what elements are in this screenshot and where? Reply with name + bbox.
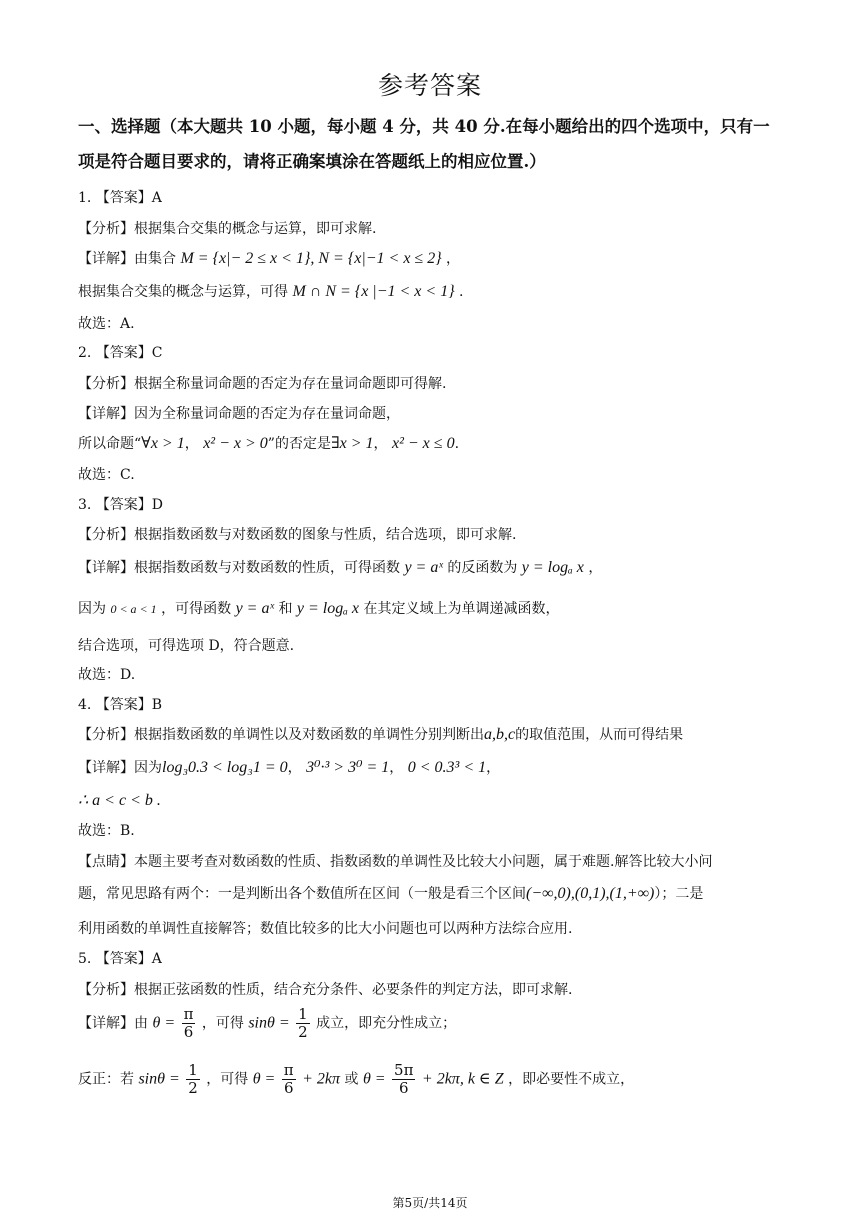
q5-text-a: 【详解】由 <box>78 1015 148 1032</box>
q4-conclusion-math: ∴ a < c < b . <box>78 792 161 809</box>
q5-fraction-1-den: 6 <box>183 1023 194 1041</box>
q5-conv-text-c: 或 <box>344 1071 359 1088</box>
q3-l2-text-c: 和 <box>278 601 293 617</box>
q2-detail: 【详解】因为全称量词命题的否定为存在量词命题， <box>78 406 400 422</box>
q5-conv-math-2: θ = <box>252 1070 276 1088</box>
q4-text-a: 【详解】因为 <box>78 760 162 776</box>
q1-detail-math: M = {x|− 2 ≤ x < 1}, N = {x|−1 < x ≤ 2} <box>180 250 442 267</box>
q2-choose: 故选：C. <box>78 467 135 483</box>
q3-detail-line-2 <box>78 598 790 618</box>
q5-fraction-2 <box>296 1006 310 1041</box>
q2-math-3: ∃x > 1 <box>330 435 374 452</box>
q5-conv-fraction-1 <box>186 1062 200 1097</box>
q2-analysis: 【分析】根据全称量词命题的否定为存在量词命题即可得解. <box>78 376 447 392</box>
q3-choose: 故选：D. <box>78 667 136 683</box>
q2-text-a: 所以命题“ <box>78 436 142 452</box>
q5-conv-math-5: + 2kπ, k ∈ Z <box>421 1070 504 1088</box>
q1-detail-end: ， <box>446 251 461 267</box>
q4-math-1: log₃0.3 < log₃1 = 0 <box>162 759 288 776</box>
q3-detail <box>78 557 790 577</box>
q4-analysis <box>78 724 790 744</box>
q2-detail-line-2 <box>78 433 790 453</box>
q5-text-c: 成立，即充分性成立； <box>316 1015 457 1032</box>
q5-conv-text-a: 反正：若 <box>78 1071 134 1088</box>
q4-analysis-text-a: 【分析】根据指数函数的单调性以及对数函数的单调性分别判断出 <box>78 727 484 743</box>
q1-line2-math: M ∩ N = {x |−1 < x < 1} <box>292 283 455 300</box>
q1-detail <box>78 248 790 268</box>
q5-conv-math-1: sinθ = <box>138 1070 180 1088</box>
q3-l2-math-1: 0 < a < 1 <box>110 602 157 616</box>
q2-text-e: . <box>454 436 460 452</box>
q5-conv-math-3: + 2kπ <box>302 1070 341 1088</box>
q3-l2-math-3: y = logₐ x <box>296 600 360 617</box>
q5-conv-text-d: ，即必要性不成立， <box>508 1071 635 1088</box>
q4-choose: 故选：B. <box>78 823 135 839</box>
q5-conv-fraction-3-num: 5π <box>394 1061 414 1079</box>
q2-math-4: x² − x ≤ 0 <box>391 435 455 452</box>
q3-text-a: 【详解】根据指数函数与对数函数的性质，可得函数 <box>78 560 400 576</box>
q5-conv-fraction-3-den: 6 <box>398 1079 409 1097</box>
q3-l2-text-a: 因为 <box>78 601 106 617</box>
q5-conv-text-b: ，可得 <box>206 1071 249 1088</box>
q4-conclusion <box>78 790 790 810</box>
page-footer: 第5页/共14页 <box>392 1196 468 1210</box>
q2-text-b: ， <box>184 436 199 452</box>
q4-text-b: ， <box>287 760 302 776</box>
q2-answer: 2. 【答案】C <box>78 345 163 361</box>
q5-conv-fraction-3 <box>392 1062 415 1097</box>
q2-text-d: ， <box>373 436 388 452</box>
q3-detail-line-3: 结合选项，可得选项 D，符合题意. <box>78 638 295 654</box>
page-title: 参考答案 <box>377 71 482 100</box>
q4-math-3: 0 < 0.3³ < 1 <box>407 759 487 776</box>
q1-choose: 故选：A. <box>78 316 135 332</box>
q3-math-2: y = logₐ x <box>521 559 584 576</box>
q5-fraction-2-num: 1 <box>298 1005 308 1023</box>
section-heading-line-1: 一、选择题（本大题共 10 小题，每小题 4 分，共 40 分.在每小题给出的四个选项中，只有一 <box>78 117 770 136</box>
q4-math-2: 3⁰·³ > 3⁰ = 1 <box>306 759 390 776</box>
q5-fraction-1-num: π <box>183 1005 194 1023</box>
q5-conv-fraction-2 <box>282 1062 296 1097</box>
q1-detail-text: 【详解】由集合 <box>78 251 176 267</box>
q5-math-1: θ = <box>152 1014 176 1032</box>
q1-answer: 1. 【答案】A <box>78 190 162 206</box>
q2-math-2: x² − x > 0 <box>203 435 268 452</box>
q3-l2-math-2: y = aˣ <box>235 600 274 617</box>
q4-answer: 4. 【答案】B <box>78 697 163 713</box>
q4-note-line-1: 【点睛】本题主要考查对数函数的性质、指数函数的单调性及比较大小问题，属于难题.解答比较大小问 <box>78 854 713 870</box>
q3-answer: 3. 【答案】D <box>78 497 164 513</box>
q3-math-1: y = aˣ <box>404 559 443 576</box>
q4-analysis-math: a,b,c <box>484 726 516 743</box>
q3-analysis: 【分析】根据指数函数与对数函数的图象与性质，结合选项，即可求解. <box>78 527 517 543</box>
q4-note-line-3: 利用函数的单调性直接解答；数值比较多的比大小问题也可以两种方法综合应用. <box>78 921 573 937</box>
q4-detail <box>78 757 790 777</box>
q5-analysis: 【分析】根据正弦函数的性质，结合充分条件、必要条件的判定方法，即可求解. <box>78 982 573 998</box>
q1-analysis: 【分析】根据集合交集的概念与运算，即可求解. <box>78 221 377 237</box>
q5-fraction-1 <box>182 1006 196 1041</box>
q4-note-line-2 <box>78 883 790 903</box>
q1-line2-end: . <box>459 284 464 300</box>
q4-analysis-text-b: 的取值范围，从而可得结果 <box>515 727 684 743</box>
q1-line2-text: 根据集合交集的概念与运算，可得 <box>78 284 288 300</box>
q1-detail-line-2 <box>78 281 790 301</box>
q5-detail <box>78 1006 790 1041</box>
q5-conv-fraction-1-num: 1 <box>188 1061 198 1079</box>
q5-converse <box>78 1062 790 1097</box>
q2-text-c: ”的否定是 <box>267 436 331 452</box>
q3-text-c: ， <box>588 560 603 576</box>
q2-math-1: ∀x > 1 <box>141 435 185 452</box>
q4-note-text-a: 题，常见思路有两个：一是判断出各个数值所在区间（一般是看三个区间 <box>78 886 526 902</box>
q5-text-b: ，可得 <box>201 1015 244 1032</box>
q4-text-d: ， <box>486 760 501 776</box>
q5-conv-math-4: θ = <box>362 1070 386 1088</box>
q4-note-math: (−∞,0),(0,1),(1,+∞) <box>526 885 655 902</box>
section-heading-line-2: 项是符合题目要求的，请将正确案填涂在答题纸上的相应位置.） <box>78 152 546 171</box>
q3-l2-text-d: 在其定义域上为单调递减函数， <box>363 601 560 617</box>
q4-text-c: ， <box>389 760 404 776</box>
q4-note-text-b: ）；二是 <box>654 886 704 902</box>
q5-fraction-2-den: 2 <box>298 1023 308 1041</box>
q5-math-2: sinθ = <box>248 1014 290 1032</box>
q5-conv-fraction-1-den: 2 <box>188 1079 198 1097</box>
q5-conv-fraction-2-den: 6 <box>283 1079 294 1097</box>
q3-l2-text-b: ，可得函数 <box>161 601 232 617</box>
q3-text-b: 的反函数为 <box>447 560 518 576</box>
q5-answer: 5. 【答案】A <box>78 951 162 967</box>
q5-conv-fraction-2-num: π <box>283 1061 294 1079</box>
